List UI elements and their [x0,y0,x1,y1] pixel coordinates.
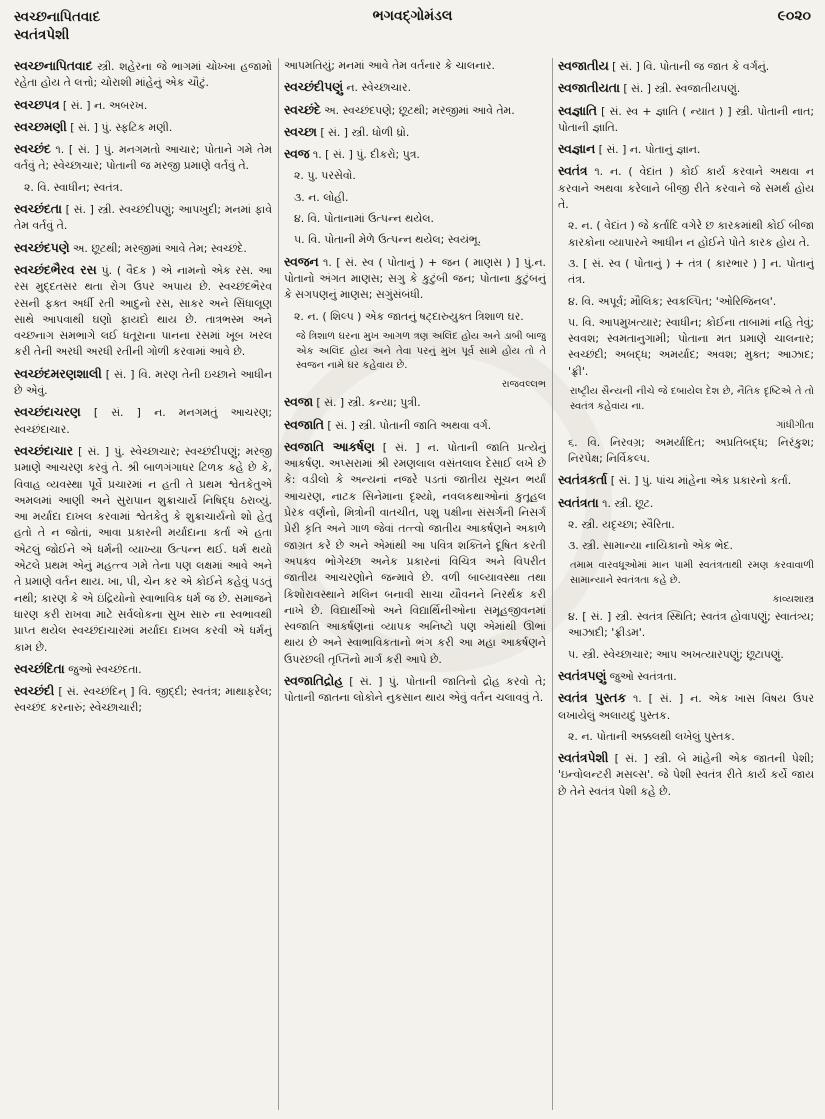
entry-definition: [ સં. સ્વચ્છંદિન્ ] વિ. જીદ્દી; સ્વતંત્ર; માથાફરેલ; સ્વચ્છંદ કરનારું; સ્વેચ્છાચારી; [14,685,272,715]
entry-sense [558,517,814,533]
entry-headword: સ્વચ્છનાપિતવાદ [14,59,93,73]
dictionary-entry [14,97,272,114]
dictionary-entry [14,443,272,656]
dictionary-entry [14,240,272,257]
entry-definition: આપમતિયું; મનમાં આવે તેમ વર્તનાર કે ચાલનાર. [284,59,495,72]
entry-definition: ૨. સ્ત્રી. યદૃચ્છા; સ્વૈરિતા. [568,517,675,531]
entry-headword: સ્વતંત્રકર્તા [558,473,608,488]
entry-definition: [ સં. ] સ્ત્રી. કન્યા; પુત્રી. [312,396,421,410]
entry-definition: [ સં. ] સ્ત્રી. બે માંહેની એક જાતની પેશી; 'ઇન્વોલન્ટરી મસલ્સ'. જે પેશી સ્વતંત્ર રીતે કાર્ય કર્યે જાય છે તેને સ્વતંત્ર પેશી કહે છે. [558,752,814,798]
dictionary-entry [284,102,546,119]
dictionary-entry [284,439,546,668]
dictionary-entry [558,668,814,685]
entry-definition: જુઓ સ્વતંત્રતા. [606,669,677,683]
entry-headword: સ્વતંત્રપણું [558,668,607,683]
dictionary-entry [558,163,814,213]
dictionary-entry [14,366,272,400]
dictionary-entry [14,262,272,361]
entry-headword: સ્વચ્છંદાચરણ [14,405,81,420]
entry-definition: ૩. સ્ત્રી. સામાન્યા નાયિકાનો એક ભેદ. [568,539,734,553]
entry-headword: સ્વચ્છા [284,124,317,139]
column-divider [552,58,553,1110]
guide-word-last: સ્વતંત્રપેશી [14,27,70,43]
citation-source: ગાંધીગીતા [776,419,814,431]
entry-headword: સ્વજન [284,254,319,269]
dictionary-entry [284,394,546,411]
entry-definition: ૫. સ્ત્રી. સ્વેચ્છાચાર; આપ અખત્યારપણું; છૂટાપણું. [568,647,784,661]
entry-headword: સ્વચ્છપત્ર [14,97,60,112]
entry-definition: [ સં. ] ન. પોતાનું જ્ઞાન. [595,143,701,157]
entry-definition: ૨. ન. ( વેદાંત ) જે કર્તાદિ વગેરે છ કારકમાંથી કોઈ બીજા કારકોના વ્યાપારને આધીન ન હોઈને પોતે કારક હોય તે. [568,219,814,249]
citation-source: કાવ્યશાસ્ત્ર [772,594,814,606]
entry-definition: ૩. ન. લોહી. [294,190,349,204]
entry-headword: સ્વતંત્ર [558,164,588,179]
entry-definition: ૩. [ સં. સ્વ ( પોતાનું ) + તંત્ર ( કારભાર ) ] ન. પોતાનું તંત્ર. [568,256,814,287]
dictionary-entry [558,472,814,489]
entry-headword: સ્વચ્છંદમરણશાલી [14,366,102,381]
dictionary-entry [284,254,546,304]
entry-sense [284,58,546,74]
entry-sense [284,168,546,184]
entry-headword: સ્વચ્છંદીપણું [284,80,343,95]
entry-definition: ૧. [ સં. ] પું. દીકરો; પુત્ર. [309,148,420,162]
entry-headword: સ્વચ્છંદપણે [14,240,70,255]
entry-definition: [ સં. ] સ્ત્રી. પોતાની જાતિ અથવા વર્ગ. [323,418,492,432]
entry-headword: સ્વચ્છંદી [14,684,55,699]
entry-headword: સ્વજ્ઞાન [558,142,596,157]
citation-source: રાજવલ્લભ [501,379,546,391]
entry-sense [284,190,546,206]
entry-definition: [ સં. ] ન. મનગમતું આચરણ; સ્વચ્છંદાચાર. [14,406,272,436]
entry-definition: સ્ત્રી. શહેરના જે ભાગમાં ચોખ્ખા હજામો રહેતા હોય તે લત્તો; ચોરાશી માંહેનું એક ચૌટું. [14,60,272,90]
entry-definition: [ સં. ] સ્ત્રી. ધોળી ધ્રો. [316,125,410,139]
entry-quotation [558,559,814,589]
entry-sense [558,256,814,289]
entry-definition: [ સં. ] પું. સ્વેચ્છાચાર; સ્વચ્છંદીપણું; મરજી પ્રમાણે આચરણ કરવું તે. શ્રી બાળગંગાધર ટિળક કહે છે કે, વિવાહ વ્યવસ્થા પૂર્વે પ્રચારમાં ન હતી તે પ્રથમ શ્વેતકેતુએ અમલમાં આણી અને સુરાપાન શુક્રાચાર્યે નિષિદ્ધ ઠરાવ્યું. આ મર્યાદા દાખલ કરવામાં શ્વેતકેતુ કે શુક્રાચાર્યનો શો હેતુ હતો તે ન જોતાં, આવા પ્રકારની મર્યાદાના કર્તા એ હતા એટલું જોઈને એ ધર્મની વ્યાખ્યા ઉત્પન્ન થઈ. ધર્મ થયો એટલે પ્રથમ એનું મહત્ત્વ ગમે તેના પણ લક્ષમાં આવે અને તે પ્રમાણે વર્તન થાય. ખા, પી, ચેન કર એ કોઈને કહેવું પડતું નથી; કારણ કે એ ઇંદ્રિયોનો સ્વાભાવિક ધર્મ જ છે. સમાજને ધારણ કરી રાખવા માટે સર્વલોકના સુખ સારુ ના સ્વભાવથી પ્રાપ્ત થયેલ સ્વચ્છંદાચારમાં મર્યાદા દાખલ કરવી એ ધર્મનું કામ છે. [14,444,272,654]
entry-definition: [ સં. ] સ્ત્રી. સ્વજાતીયપણું. [619,82,741,96]
entry-definition: ૨. વિ. સ્વાધીન; સ્વતંત્ર. [24,180,123,194]
entry-definition: ૪. [ સં. ] સ્ત્રી. સ્વતંત્ર સ્થિતિ; સ્વતંત્ર હોવાપણું; સ્વાતંત્ર્ય; આઝાદી; 'ફ્રીડમ'. [568,610,814,640]
dictionary-entry [284,673,546,707]
dictionary-entry [284,417,546,434]
entry-sense [558,538,814,554]
dictionary-entry [558,495,814,512]
entry-sense [558,609,814,642]
entry-definition: ૧. [ સં. સ્વ ( પોતાનું ) + જન ( માણસ ) ] પું.ન. પોતાનો અંગત માણસ; સગુ કે કુટુંબી જન; પોતાના કુટુંબનું કે સગપણનું માણસ; સગુંસંબંધી. [284,255,546,302]
entry-headword: સ્વચ્છંદે [284,102,321,117]
entry-definition: ૨. પુ. પરસેવો. [294,169,356,183]
column-right [558,58,814,1110]
entry-definition: રાષ્ટ્રીય સૈન્યની નીચે જે દબાયેલ દેશ છે, નૈતિક દૃષ્ટિએ તે તો સ્વતંત્ર કહેવાય ના. [570,386,814,412]
entry-headword: સ્વજાતિદ્રોહ [284,674,343,688]
entry-definition: પું. ( વૈદક ) એ નામનો એક રસ. આ રસ મુદ્દતસર થતા રોગ ઉપર અપાય છે. સ્વચ્છંદભૈરવ રસની ફક્ત અર્ધી રતી આદુનો રસ, સાકર અને સિંધાલૂણ સાથે આપવાથી ઘણો ફાયદો થાય છે. તાત્રભસ્મ અને વચ્છનાગ સમભાગે લઈ ધતૂરાના પાનના રસમાં ખૂબ ખરલ કરી તેની અરધી અરધી રતીની ગોળી કરવામાં આવે છે. [14,263,272,359]
dictionary-entry [14,119,272,136]
entry-headword: સ્વચ્છંદિતા [14,661,65,676]
entry-sense [558,647,814,663]
entry-headword: સ્વચ્છંદતા [14,202,62,217]
entry-definition: [ સં. ] ન. પોતાની જાતિ પ્રત્યેનું આકર્ષણ. અપ્સરામાં શ્રી રમણલાલ વસંતલાલ દેસાઈ લખે છે કે: વડીલો કે અન્યનાં નજરે પડતાં જાતીય સૂચન ભર્યાં આચરણ, નાટક સિનેમાના દૃશ્યો, નવલકથાઓનાં કુતૂહલ પ્રેરક વર્ણનો, મિત્રોની વાતચીત, પશુ પક્ષીના સંસર્ગની નિસર્ગ પ્રેરી કૃતિ અને ગાળ જેવાં તત્ત્વો જાતીય આકર્ષણને અકાળે જાગ્રત કરે છે અને એમાંથી આ પવિત્ર શક્તિને દૂષિત કરતી અપક્વ ભોગેચ્છા અનેક પ્રકારનાં વિચિત્ર અને વિપરીત જાતીય આચરણોને જન્માવે છે. વળી બાલ્યાવસ્થા તથા કિશોરાવસ્થાને મલિન બનાવી સાચા યૌવનને નિરર્થક કરી નાખે છે. વિદ્યાર્થીઓ અને વિદ્યાર્થિનીઓના સમૂહજીવનમાં સ્વજાતિ આકર્ષણનાં વ્યાપક અનિષ્ટો પણ એમાંથી ઊભાં થાય છે અને સ્વાભાવિકતાનો ભંગ કરી આ મહા આકર્ષણને ઉપરછલી તૃપ્તિનો માર્ગ કરી આપે છે. [284,440,546,666]
entry-definition: [ સં. ] ન. અબરખ. [59,98,148,112]
entry-sense [558,294,814,310]
dictionary-entry [14,683,272,717]
entry-definition: [ સં. ] વિ. પોતાની જ જાત કે વર્ગનું. [608,60,770,73]
dictionary-entry [284,146,546,163]
dictionary-entry [558,690,814,724]
dictionary-entry [14,661,272,678]
entry-definition: ૪. વિ. અપૂર્વ; મૌલિક; સ્વકલ્પિત; 'ઓરિજિનલ'. [568,294,777,308]
page-number: ૯૦૨૦ [777,8,811,24]
entry-definition: ૧. [ સં. ] ન. એક ખાસ વિષય ઉપર લખાયેલું અલાયદું પુસ્તક. [558,692,814,722]
entry-definition: ૬. વિ. નિરવગ્ર; અમર્યાદિત; અપ્રતિબદ્ધ; નિરંકુશ; નિરપેક્ષ; નિર્વિકલ્પ. [568,435,814,465]
entry-definition: ૫. વિ. પોતાની મેળે ઉત્પન્ન થયેલ; સ્વયંભૂ. [294,233,482,247]
dictionary-body [14,58,814,1110]
entry-definition: [ સં. ] પું. સ્ફટિક મણી. [66,120,173,134]
entry-headword: સ્વતંત્ર પુસ્તક [558,691,627,706]
entry-definition: ૨. ન. પોતાની અક્કલથી લખેલું પુસ્તક. [568,729,735,743]
column-divider [278,58,279,1110]
dictionary-entry [558,58,814,75]
entry-definition: ૧. [ સં. ] પું. મનગમતો આચાર; પોતાને ગમે તેમ વર્તવું તે; સ્વેચ્છાચાર; પોતાની જ મરજી પ્રમાણે વર્તવું તે. [14,143,272,173]
entry-sense [558,315,814,380]
entry-headword: સ્વજ [284,147,310,162]
entry-headword: સ્વચ્છંદાચાર [14,443,73,458]
entry-definition: અ. છૂટથી; મરજીમાં આવે તેમ; સ્વચ્છંદે. [69,241,247,255]
dictionary-entry [14,58,272,92]
entry-definition: ૪. વિ. પોતાનામાં ઉત્પન્ન થયેલ. [294,212,434,226]
entry-headword: સ્વજાતિ આકર્ષણ [284,439,375,454]
entry-definition: [ સં. સ્વ + જ્ઞાતિ ( ન્યાત ) ] સ્ત્રી. પોતાની નાત; પોતાની જ્ઞાતિ. [558,104,814,134]
dictionary-entry [558,80,814,97]
entry-headword: સ્વતંત્રપેશી [558,751,609,766]
dictionary-entry [558,103,814,137]
entry-definition: ૨. ન. ( શિલ્પ ) એક જાતનું ષટ્દારુયુક્ત ત્રિશાળ ઘર. [294,309,524,323]
entry-definition: અ. સ્વચ્છંદપણે; છૂટથી; મરજીમાં આવે તેમ. [320,103,515,117]
entry-sense [558,218,814,251]
entry-headword: સ્વચ્છંદભૈરવ રસ [14,262,97,277]
dictionary-entry [558,750,814,800]
dictionary-entry [284,79,546,96]
dictionary-entry [284,124,546,141]
entry-definition: [ સં. ] પું. પોતાની જાતિનો દ્રોહ કરવો તે; પોતાની જાતના લોકોને નુકસાન થાય એવું વર્તન ચલાવવું તે. [284,675,546,705]
entry-headword: સ્વજાતીયતા [558,81,620,96]
entry-definition: તમામ વારવધૂઓમાં માન પામી સ્વતંત્રતાથી રમણ કરવાવાળી સામાન્યાને સ્વતંત્રતા કહે છે. [570,560,814,587]
entry-headword: સ્વજાતિ [284,417,324,432]
entry-sense [284,232,546,248]
entry-definition: ૧. સ્ત્રી. છૂટ. [598,496,654,510]
dictionary-title: ભગવદ્ગોમંડલ [372,8,453,24]
entry-headword: સ્વતંત્રતા [558,495,599,510]
column-middle [284,58,546,1110]
dictionary-entry [558,141,814,158]
dictionary-entry [14,404,272,438]
dictionary-entry [14,201,272,235]
entry-definition: ૫. વિ. આપમુખત્યાર; સ્વાધીન; કોઈના તાબામાં નહિ તેવું; સ્વવશ; સ્વમતાનુગામી; પોતાના મત પ્રમાણે ચાલનાર; સ્વચ્છંદી; અબદ્ધ; અમર્યાદ; અવશ; મુક્ત; આઝાદ; 'ફ્રી'. [568,315,814,378]
entry-definition: ૧. ન. ( વેદાંત ) કોઈ કાર્ય કરવાને અથવા ન કરવાને અથવા કરેલાને બીજી રીતે કરવાને જે સમર્થ હોય તે. [558,165,814,212]
entry-definition: જે ત્રિશાળ ઘરના મુખ આગળ ત્રણ અલિંદ હોય અને ડાબી બાજુ એક અલિંદ હોય અને તેવા પરનું મુખ પૂર્વ સામે હોય તો તે સ્વજન નામે ઘર કહેવાય છે. [296,330,546,372]
dictionary-entry [14,141,272,175]
entry-definition: [ સં. ] વિ. મરણ તેની ઇચ્છાને આધીન છે એવું. [14,367,272,398]
entry-sense [558,729,814,745]
entry-sense [558,435,814,468]
column-left [14,58,272,1110]
entry-headword: સ્વચ્છંદ [14,142,51,157]
entry-definition: ન. સ્વેચ્છાચાર. [342,81,412,95]
entry-sense [284,211,546,227]
entry-headword: સ્વચ્છમણી [14,119,67,134]
guide-word-first: સ્વચ્છનાપિતવાદ [14,9,101,25]
entry-definition: જુઓ સ્વચ્છંદતા. [64,662,142,676]
entry-headword: સ્વજાતીય [558,59,609,73]
entry-sense [14,180,272,196]
entry-headword: સ્વજ્ઞાતિ [558,103,597,118]
page-header [14,8,811,54]
entry-quotation [284,330,546,374]
entry-quotation [558,385,814,415]
entry-definition: [ સં. ] પું. પાંચ માંહેના એક પ્રકારનો કર્તા. [607,474,792,488]
entry-sense [284,309,546,325]
entry-definition: [ સં. ] સ્ત્રી. સ્વચ્છંદીપણું; આપખુદી; મનમાં ફાવે તેમ વર્તવું તે. [14,203,272,233]
entry-headword: સ્વજા [284,395,313,410]
